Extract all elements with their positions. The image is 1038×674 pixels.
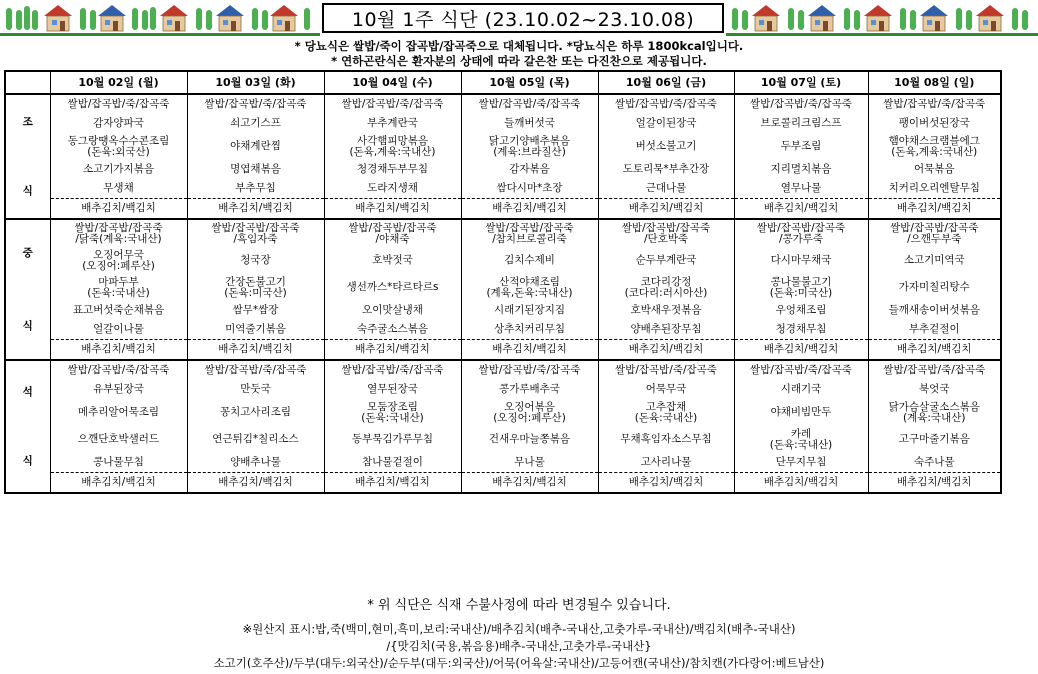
menu-cell: 오이맛살냉채 [324, 301, 461, 320]
dinner-row [5, 426, 1001, 453]
ground-line-right [726, 33, 1038, 36]
menu-cell: 쌀밥/잡곡밥/잡곡죽 /단호박죽 [598, 219, 734, 247]
menu-cell: 쌀밥/잡곡밥/죽/잡곡죽 [868, 94, 1001, 114]
menu-cell: 청국장 [187, 247, 324, 274]
menu-cell: 다시마무채국 [734, 247, 868, 274]
menu-cell: 코다리강정 (코다리:러시아산) [598, 274, 734, 301]
menu-cell: 오징어무국 (오징어:페루산) [50, 247, 187, 274]
menu-cell: 무생채 [50, 179, 187, 199]
menu-cell: 도토리묵*부추간장 [598, 160, 734, 179]
day-header-wed: 10월 04일 (수) [324, 71, 461, 94]
breakfast-label-bottom: 식 [22, 184, 33, 197]
menu-cell: 무나물 [461, 453, 598, 473]
menu-cell: 얼갈이된장국 [598, 114, 734, 133]
menu-cell: 오징어볶음 (오징어:페루산) [461, 399, 598, 426]
menu-cell: 우엉채조림 [734, 301, 868, 320]
menu-cell: 생선까스*타르타르s [324, 274, 461, 301]
menu-cell: 쌀밥/잡곡밥/잡곡죽 /으깬두부죽 [868, 219, 1001, 247]
dinner-row [5, 453, 1001, 473]
menu-cell: 동그랑땡옥수수콘조림 (돈육:외국산) [50, 133, 187, 160]
menu-cell: 햄야채스크램블에그 (돈육,계육:국내산) [868, 133, 1001, 160]
menu-cell: 양배추나물 [187, 453, 324, 473]
day-header-mon: 10월 02일 (월) [50, 71, 187, 94]
day-header-tue: 10월 03일 (화) [187, 71, 324, 94]
menu-cell: 단무지무침 [734, 453, 868, 473]
lunch-row [5, 247, 1001, 274]
header-banner [0, 0, 1038, 38]
menu-cell: 쌀밥/잡곡밥/잡곡죽 /흑임자죽 [187, 219, 324, 247]
notice-diabetic: * 당뇨식은 쌀밥/죽이 잡곡밥/잡곡죽으로 대체됩니다. *당뇨식은 하루 1800kcal입니다. [294, 39, 744, 53]
menu-cell: 쇠고기스프 [187, 114, 324, 133]
menu-cell: 연근튀김*칠리소스 [187, 426, 324, 453]
breakfast-row [5, 179, 1001, 199]
menu-cell: 부추무침 [187, 179, 324, 199]
menu-cell: 숙주나물 [868, 453, 1001, 473]
menu-cell: 배추김치/백김치 [868, 340, 1001, 361]
menu-cell: 도라지생채 [324, 179, 461, 199]
menu-cell: 카레 (돈육:국내산) [734, 426, 868, 453]
menu-cell: 쌀밥/잡곡밥/잡곡죽 /콩가루죽 [734, 219, 868, 247]
menu-cell: 고추잡채 (돈육:국내산) [598, 399, 734, 426]
menu-cell: 표고버섯죽순채볶음 [50, 301, 187, 320]
menu-cell: 팽이버섯된장국 [868, 114, 1001, 133]
menu-cell: 쌀밥/잡곡밥/잡곡죽 /야채죽 [324, 219, 461, 247]
menu-cell: 양배추된장무침 [598, 320, 734, 340]
menu-cell: 배추김치/백김치 [598, 473, 734, 494]
menu-cell: 으깬단호박샐러드 [50, 426, 187, 453]
day-header-fri: 10월 06일 (금) [598, 71, 734, 94]
menu-cell: 감자볶음 [461, 160, 598, 179]
menu-cell: 건새우마늘쫑볶음 [461, 426, 598, 453]
menu-cell: 어묵무국 [598, 380, 734, 399]
menu-cell: 얼갈이나물 [50, 320, 187, 340]
lunch-row [5, 340, 1001, 361]
menu-cell: 들깨버섯국 [461, 114, 598, 133]
menu-cell: 메추리알어묵조림 [50, 399, 187, 426]
menu-cell: 배추김치/백김치 [598, 199, 734, 220]
menu-cell: 쌀밥/잡곡밥/죽/잡곡죽 [50, 360, 187, 380]
menu-cell: 배추김치/백김치 [461, 340, 598, 361]
breakfast-row [5, 114, 1001, 133]
menu-cell: 콩나물무침 [50, 453, 187, 473]
menu-cell: 김치수제비 [461, 247, 598, 274]
menu-cell: 쌀밥/잡곡밥/죽/잡곡죽 [187, 94, 324, 114]
menu-cell: 사각햄피망볶음 (돈육,계육:국내산) [324, 133, 461, 160]
breakfast-row [5, 133, 1001, 160]
village-decoration-right [728, 2, 1038, 34]
dinner-row [5, 360, 1001, 380]
origin-label-line-1: ※원산지 표시:밥,죽(백미,현미,흑미,보리:국내산)/배추김치(배추-국내산,고춧가루-국내산)/백김치(배추-국내산) [242, 622, 796, 636]
origin-label-line-3: 소고기(호주산)/두부(대두:외국산)/순두부(대두:외국산)/어묵(어육살:국내산)/고등어캔(국내산)/참치캔(가다랑어:베트남산) [213, 656, 825, 670]
dinner-row [5, 473, 1001, 494]
menu-cell: 쌀밥/잡곡밥/잡곡죽 /참치브로콜리죽 [461, 219, 598, 247]
menu-cell: 콩나물불고기 (돈육:미국산) [734, 274, 868, 301]
lunch-row [5, 274, 1001, 301]
menu-cell: 북엇국 [868, 380, 1001, 399]
breakfast-row [5, 199, 1001, 220]
menu-cell: 버섯소불고기 [598, 133, 734, 160]
menu-cell: 배추김치/백김치 [734, 473, 868, 494]
menu-cell: 들깨새송이버섯볶음 [868, 301, 1001, 320]
day-header-row [5, 71, 1001, 94]
menu-cell: 부추겉절이 [868, 320, 1001, 340]
day-header-thu: 10월 05일 (목) [461, 71, 598, 94]
menu-cell: 어묵볶음 [868, 160, 1001, 179]
menu-cell: 쌈무*쌈장 [187, 301, 324, 320]
menu-cell: 배추김치/백김치 [187, 199, 324, 220]
menu-cell: 배추김치/백김치 [187, 340, 324, 361]
menu-cell: 쌀밥/잡곡밥/죽/잡곡죽 [187, 360, 324, 380]
dinner-label [5, 360, 50, 493]
day-header-sun: 10월 08일 (일) [868, 71, 1001, 94]
menu-cell: 고사리나물 [598, 453, 734, 473]
menu-cell: 배추김치/백김치 [461, 473, 598, 494]
menu-cell: 유부된장국 [50, 380, 187, 399]
menu-cell: 간장돈불고기 (돈육:미국산) [187, 274, 324, 301]
menu-cell: 야채계란찜 [187, 133, 324, 160]
menu-cell: 청경채두부무침 [324, 160, 461, 179]
menu-cell: 호박새우젓볶음 [598, 301, 734, 320]
lunch-label-bottom: 식 [22, 319, 33, 332]
menu-cell: 쌀밥/잡곡밥/죽/잡곡죽 [868, 360, 1001, 380]
menu-cell: 쌀밥/잡곡밥/죽/잡곡죽 [598, 360, 734, 380]
menu-cell: 배추김치/백김치 [324, 340, 461, 361]
menu-body [5, 94, 1001, 493]
menu-cell: 가자미칠리탕수 [868, 274, 1001, 301]
menu-cell: 모둠장조림 (돈육:국내산) [324, 399, 461, 426]
menu-cell: 호박젓국 [324, 247, 461, 274]
menu-cell: 두부조림 [734, 133, 868, 160]
menu-cell: 닭가슴살굴소스볶음 (계육:국내산) [868, 399, 1001, 426]
menu-cell: 야채비빔만두 [734, 399, 868, 426]
lunch-label [5, 219, 50, 360]
day-header-sat: 10월 07일 (토) [734, 71, 868, 94]
menu-cell: 브로콜리크림스프 [734, 114, 868, 133]
menu-cell: 배추김치/백김치 [324, 473, 461, 494]
menu-cell: 배추김치/백김치 [598, 340, 734, 361]
menu-cell: 배추김치/백김치 [734, 199, 868, 220]
menu-cell: 쌈다시마*초장 [461, 179, 598, 199]
menu-cell: 동부묵김가루무침 [324, 426, 461, 453]
breakfast-label [5, 94, 50, 219]
lunch-row [5, 320, 1001, 340]
menu-cell: 쌀밥/잡곡밥/죽/잡곡죽 [734, 360, 868, 380]
menu-cell: 꽁치고사리조림 [187, 399, 324, 426]
menu-cell: 배추김치/백김치 [461, 199, 598, 220]
lunch-label-top: 중 [22, 246, 33, 259]
page-title: 10월 1주 식단 (23.10.02~23.10.08) [322, 3, 724, 33]
dinner-row [5, 399, 1001, 426]
dinner-label-bottom: 식 [22, 454, 33, 467]
menu-cell: 미역줄기볶음 [187, 320, 324, 340]
lunch-row [5, 301, 1001, 320]
lunch-row [5, 219, 1001, 247]
menu-cell: 쌀밥/잡곡밥/죽/잡곡죽 [324, 94, 461, 114]
header-corner [5, 71, 50, 94]
menu-cell: 숙주굴소스볶음 [324, 320, 461, 340]
menu-cell: 순두부계란국 [598, 247, 734, 274]
origin-label-line-2: /{맛김치(국용,볶음용)배추-국내산,고춧가루-국내산} [386, 639, 652, 653]
menu-cell: 배추김치/백김치 [734, 340, 868, 361]
menu-cell: 열무나물 [734, 179, 868, 199]
menu-cell: 배추김치/백김치 [324, 199, 461, 220]
menu-cell: 마파두부 (돈육:국내산) [50, 274, 187, 301]
menu-cell: 만둣국 [187, 380, 324, 399]
menu-cell: 열무된장국 [324, 380, 461, 399]
menu-cell: 근대나물 [598, 179, 734, 199]
menu-cell: 쌀밥/잡곡밥/죽/잡곡죽 [461, 94, 598, 114]
menu-cell: 배추김치/백김치 [50, 199, 187, 220]
menu-cell: 참나물겉절이 [324, 453, 461, 473]
menu-cell: 배추김치/백김치 [868, 199, 1001, 220]
menu-cell: 배추김치/백김치 [50, 473, 187, 494]
menu-cell: 산적야채조림 (계육,돈육:국내산) [461, 274, 598, 301]
menu-cell: 닭고기양배추볶음 (계육:브라질산) [461, 133, 598, 160]
ground-line-left [0, 33, 320, 36]
weekly-menu-table [4, 70, 1002, 494]
menu-cell: 배추김치/백김치 [187, 473, 324, 494]
notice-dysphagia: * 연하곤란식은 환자분의 상태에 따라 갈은찬 또는 다진찬으로 제공됩니다. [331, 54, 707, 68]
breakfast-row [5, 160, 1001, 179]
menu-cell: 쌀밥/잡곡밥/죽/잡곡죽 [734, 94, 868, 114]
menu-cell: 쌀밥/잡곡밥/죽/잡곡죽 [324, 360, 461, 380]
menu-cell: 쌀밥/잡곡밥/잡곡죽 /닭죽(계육:국내산) [50, 219, 187, 247]
menu-cell: 무채흑임자소스무침 [598, 426, 734, 453]
menu-cell: 쌀밥/잡곡밥/죽/잡곡죽 [461, 360, 598, 380]
menu-cell: 배추김치/백김치 [868, 473, 1001, 494]
menu-cell: 지리멸치볶음 [734, 160, 868, 179]
menu-cell: 부추계란국 [324, 114, 461, 133]
menu-cell: 배추김치/백김치 [50, 340, 187, 361]
menu-cell: 소고기가지볶음 [50, 160, 187, 179]
village-decoration-left [0, 2, 318, 34]
menu-cell: 감자양파국 [50, 114, 187, 133]
menu-cell: 명엽채볶음 [187, 160, 324, 179]
menu-cell: 상추치커리무침 [461, 320, 598, 340]
menu-cell: 치커리오리엔탈무침 [868, 179, 1001, 199]
change-notice: * 위 식단은 식재 수불사정에 따라 변경될수 있습니다. [367, 598, 671, 613]
menu-cell: 콩가루배추국 [461, 380, 598, 399]
dinner-row [5, 380, 1001, 399]
breakfast-row [5, 94, 1001, 114]
menu-cell: 소고기미역국 [868, 247, 1001, 274]
menu-cell: 쌀밥/잡곡밥/죽/잡곡죽 [50, 94, 187, 114]
breakfast-label-top: 조 [22, 115, 33, 128]
menu-cell: 쌀밥/잡곡밥/죽/잡곡죽 [598, 94, 734, 114]
menu-cell: 고구마줄기볶음 [868, 426, 1001, 453]
menu-cell: 시래기된장지짐 [461, 301, 598, 320]
menu-cell: 청경채무침 [734, 320, 868, 340]
dinner-label-top: 석 [22, 385, 33, 398]
menu-cell: 시래기국 [734, 380, 868, 399]
